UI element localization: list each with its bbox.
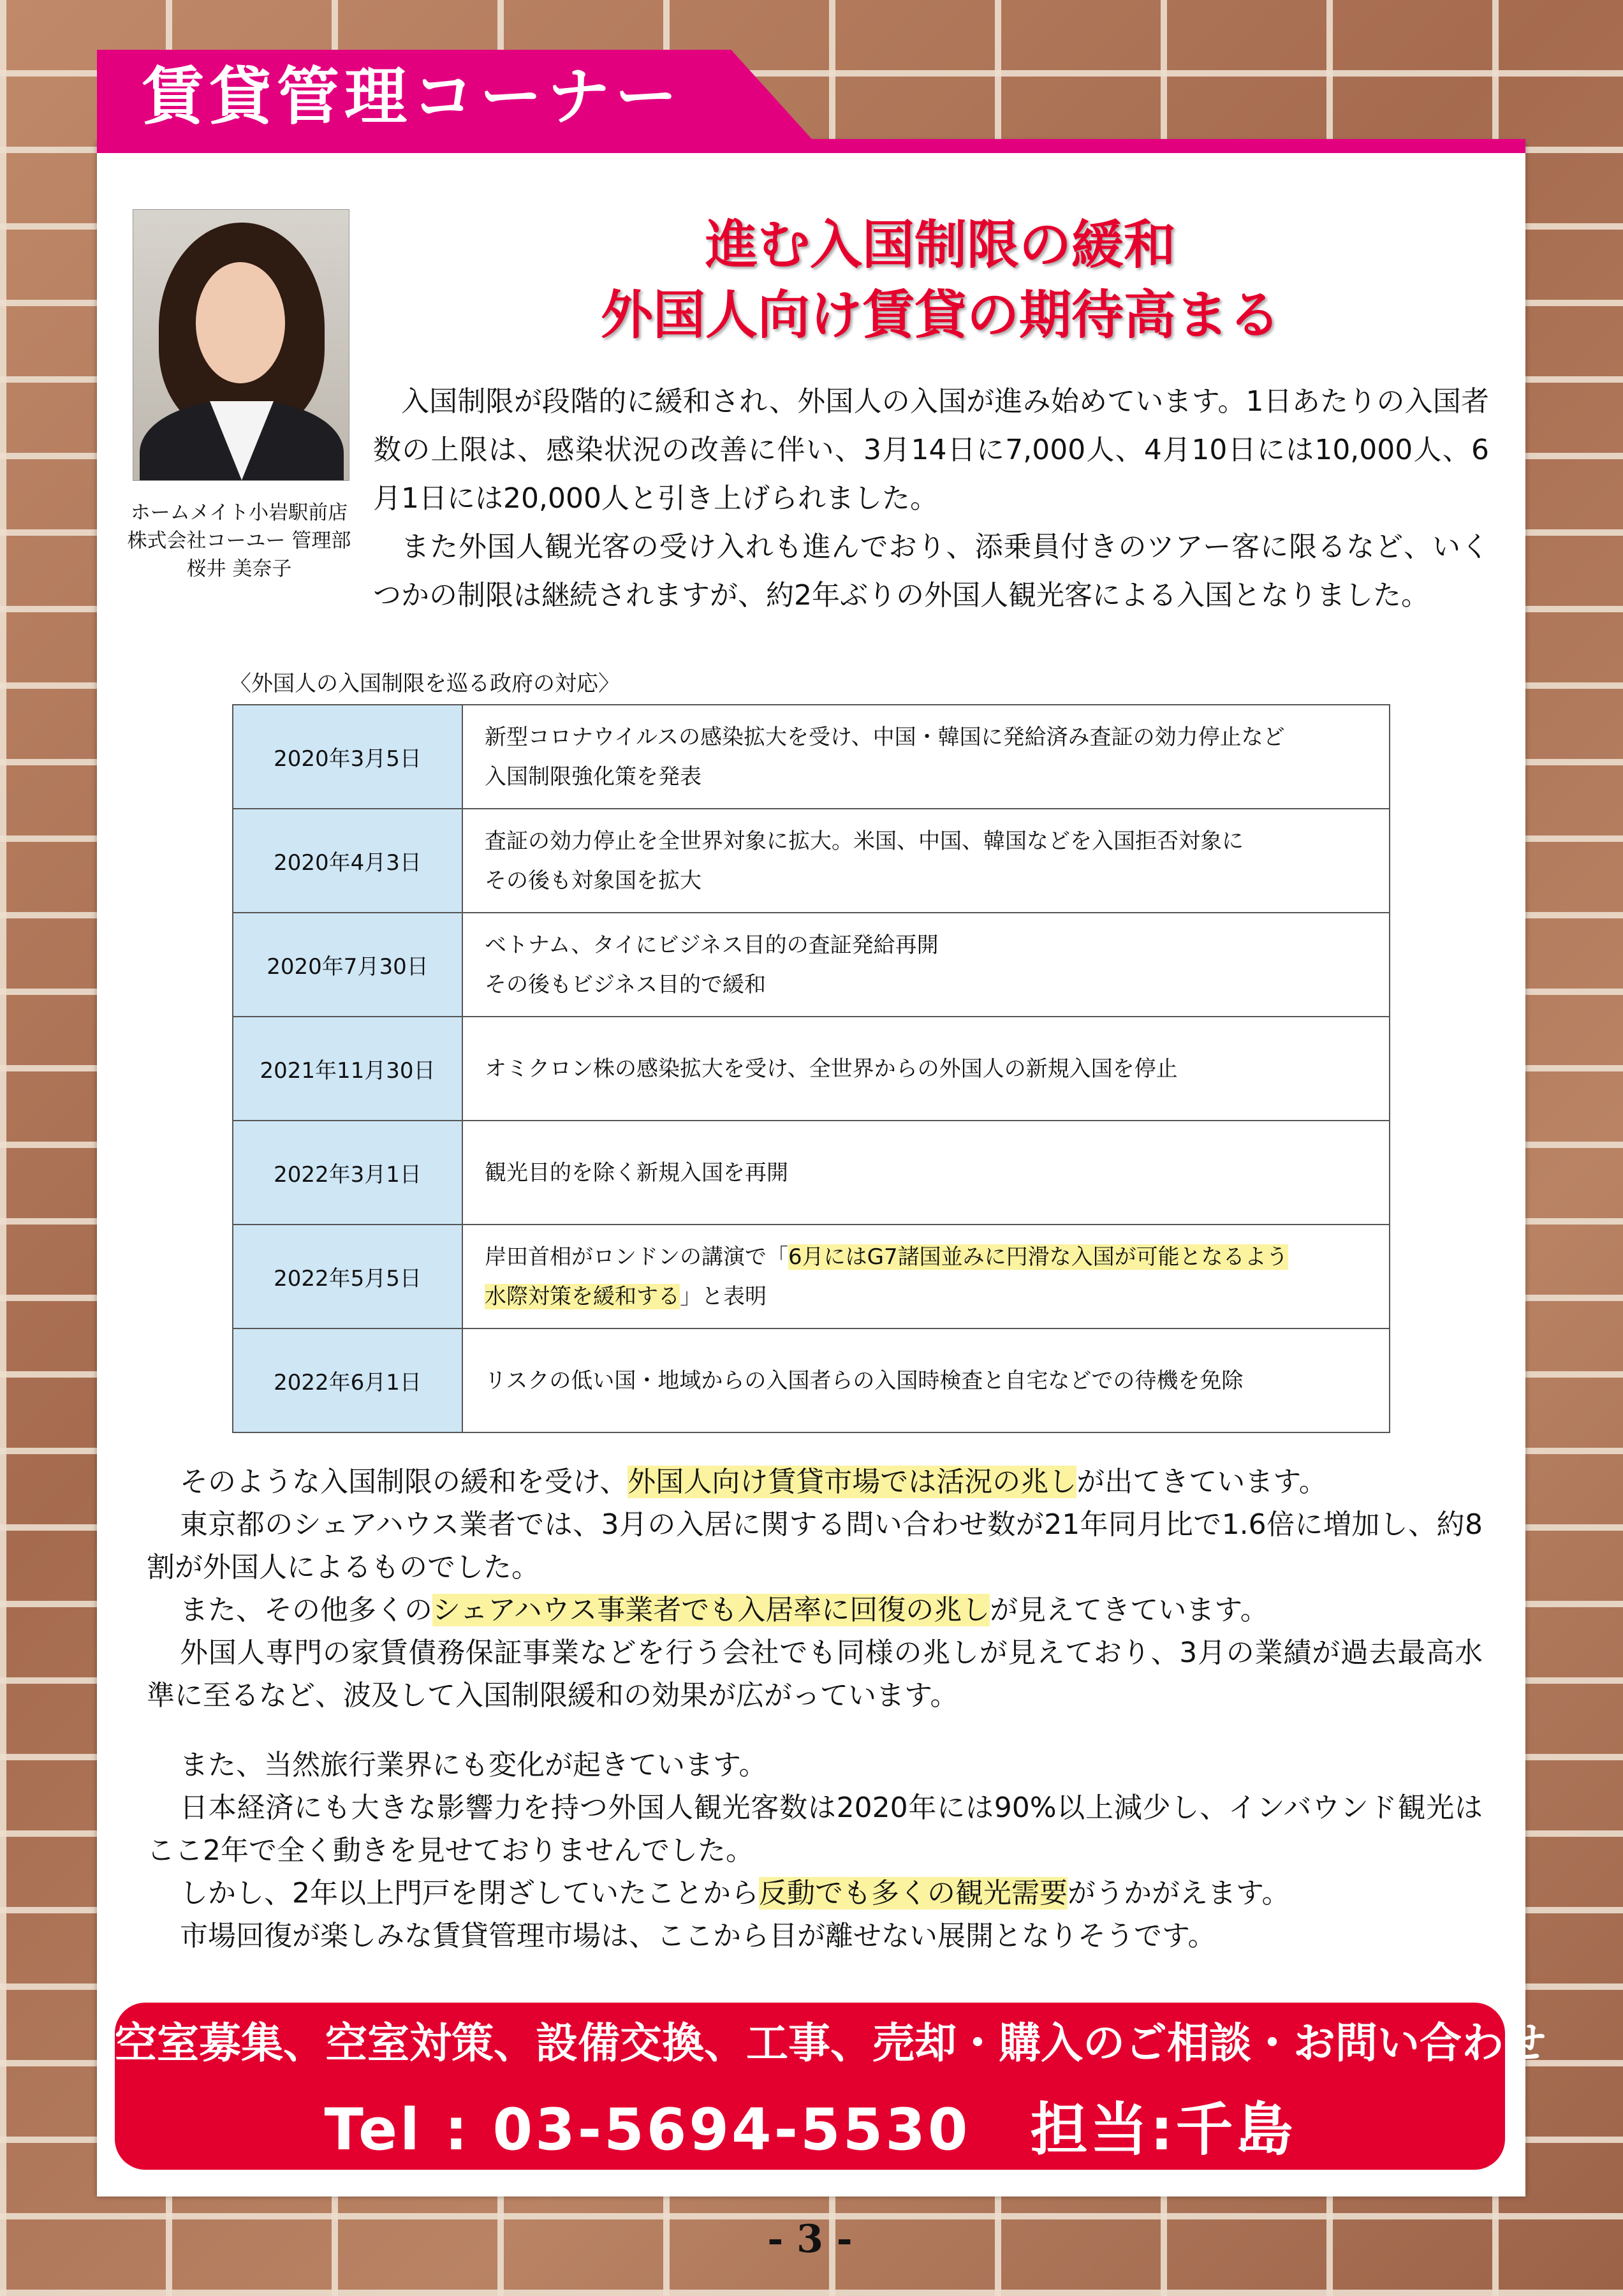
highlighted-text: シェアハウス事業者でも入居率に回復の兆し [432, 1594, 990, 1626]
table-row [233, 809, 1390, 913]
row-date: 2022年3月1日 [233, 1121, 462, 1225]
body-text: が出てきています。 [1076, 1466, 1327, 1498]
row-description [462, 809, 1390, 913]
row-text: 岸田首相がロンドンの講演で「 [485, 1244, 788, 1270]
header-underline [97, 139, 1525, 153]
intro-text [373, 378, 1489, 620]
row-description [462, 1328, 1390, 1432]
table-caption: 〈外国人の入国制限を巡る政府の対応〉 [230, 671, 620, 696]
headline-line-2: 外国人向け賃貸の期待高まる [600, 285, 1281, 346]
row-line: 査証の効力停止を全世界対象に拡大。米国、中国、韓国などを入国拒否対象に [485, 828, 1244, 854]
author-company: 株式会社コーユー 管理部 [127, 529, 351, 552]
body-text: しかし、2年以上門戸を閉ざしていたことから [180, 1877, 759, 1910]
headline-line-1: 進む入国制限の緩和 [705, 215, 1176, 276]
section-title: 賃貸管理コーナー [142, 61, 683, 133]
row-description [462, 705, 1390, 809]
table-row [233, 1017, 1390, 1121]
row-date: 2021年11月30日 [233, 1017, 462, 1121]
author-caption [112, 499, 367, 583]
intro-paragraph: 入国制限が段階的に緩和され、外国人の入国が進み始めています。1日あたりの入国者数の上限は、感染状況の改善に伴い、3月14日に7,000人、4月10日には10,000人、6月1日には20,000人と引き上げられました。 [373, 385, 1489, 515]
row-line: その後も対象国を拡大 [485, 867, 701, 894]
highlighted-text: 反動でも多くの観光需要 [759, 1877, 1068, 1910]
row-date: 2020年3月5日 [233, 705, 462, 809]
portrait-face [196, 262, 285, 383]
article-headline [446, 210, 1435, 351]
table-row [233, 705, 1390, 809]
row-line: 入国制限強化策を発表 [485, 763, 701, 790]
paragraph-gap [147, 1717, 1483, 1744]
row-date: 2022年5月5日 [233, 1225, 462, 1328]
row-line: 新型コロナウイルスの感染拡大を受け、中国・韓国に発給済み査証の効力停止など [485, 724, 1285, 750]
body-paragraph: 外国人専門の家賃債務保証事業などを行う会社でも同様の兆しが見えており、3月の業績が過去最高水準に至るなど、波及して入国制限緩和の効果が広がっています。 [147, 1637, 1483, 1712]
table-row [233, 1121, 1390, 1225]
author-store: ホームメイト小岩駅前店 [130, 501, 348, 524]
row-line: その後もビジネス目的で緩和 [485, 971, 766, 997]
row-description [462, 913, 1390, 1017]
body-text: が見えてきています。 [990, 1594, 1268, 1626]
row-line [485, 1277, 1367, 1316]
row-line: オミクロン株の感染拡大を受け、全世界からの外国人の新規入国を停止 [485, 1056, 1178, 1082]
article-body [147, 1461, 1483, 1957]
row-date: 2020年4月3日 [233, 809, 462, 913]
body-paragraph [147, 1461, 1483, 1503]
highlighted-text: 6月にはG7諸国並みに円滑な入国が可能となるよう [788, 1244, 1288, 1270]
row-date: 2020年7月30日 [233, 913, 462, 1017]
body-paragraph: 日本経済にも大きな影響力を持つ外国人観光客数は2020年には90%以上減少し、インバウンド観光はここ2年で全く動きを見せておりませんでした。 [147, 1792, 1483, 1867]
table-row [233, 1328, 1390, 1432]
highlighted-text: 外国人向け賃貸市場では活況の兆し [628, 1466, 1077, 1498]
row-description [462, 1017, 1390, 1121]
intro-paragraph: また外国人観光客の受け入れも進んでおり、添乗員付きのツアー客に限るなど、いくつかの制限は継続されますが、約2年ぶりの外国人観光客による入国となりました。 [373, 531, 1489, 612]
policy-timeline-table [232, 704, 1390, 1433]
row-line: 観光目的を除く新規入国を再開 [485, 1159, 788, 1186]
row-description [462, 1121, 1390, 1225]
author-name: 桜井 美奈子 [186, 557, 292, 580]
row-date: 2022年6月1日 [233, 1328, 462, 1432]
row-line [485, 1237, 1367, 1277]
contact-services: 空室募集、空室対策、設備交換、工事、売却・購入のご相談・お問い合わせ [115, 2019, 1546, 2068]
row-line: リスクの低い国・地域からの入国者らの入国時検査と自宅などでの待機を免除 [485, 1367, 1244, 1394]
row-description [462, 1225, 1390, 1328]
body-paragraph: 東京都のシェアハウス業者では、3月の入居に関する問い合わせ数が21年同月比で1.6倍に増加し、約8割が外国人によるものでした。 [147, 1508, 1483, 1584]
highlighted-text: 水際対策を緩和する [485, 1283, 680, 1309]
body-text: そのような入国制限の緩和を受け、 [180, 1466, 628, 1498]
body-paragraph [147, 1589, 1483, 1631]
body-paragraph [147, 1872, 1483, 1915]
row-text: 」と表明 [680, 1283, 767, 1309]
body-text: また、その他多くの [180, 1594, 432, 1626]
body-text: がうかがえます。 [1068, 1877, 1290, 1910]
page-number: - 3 - [767, 2217, 853, 2262]
table-row [233, 1225, 1390, 1328]
author-photo [133, 209, 349, 481]
body-paragraph: また、当然旅行業界にも変化が起きています。 [180, 1749, 767, 1781]
row-line: ベトナム、タイにビジネス目的の査証発給再開 [485, 932, 939, 958]
table-row [233, 913, 1390, 1017]
contact-phone[interactable]: Tel : 03-5694-5530 担当:千島 [324, 2096, 1296, 2163]
body-paragraph: 市場回復が楽しみな賃貸管理市場は、ここから目が離せない展開となりそうです。 [180, 1920, 1216, 1952]
